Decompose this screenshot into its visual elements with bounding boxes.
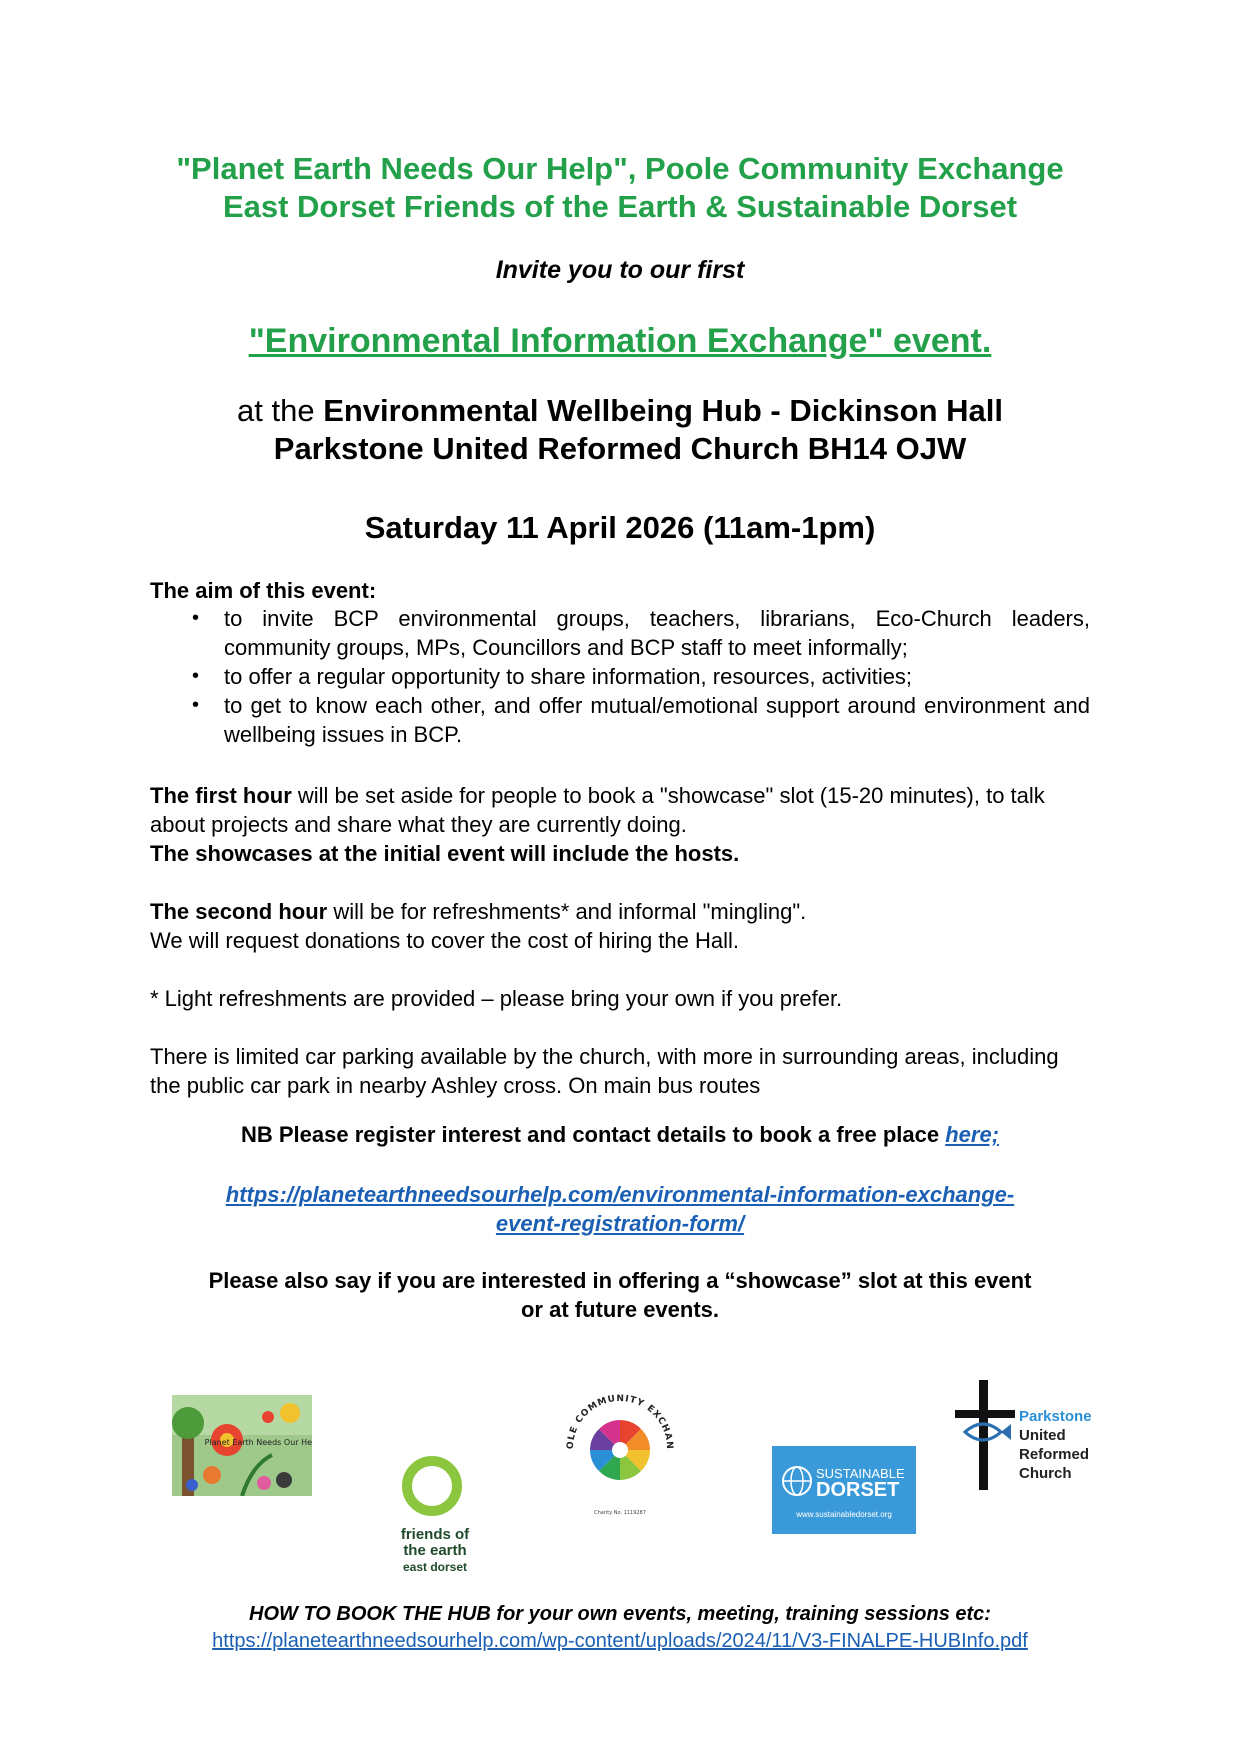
event-date: Saturday 11 April 2026 (11am-1pm) [364,510,876,545]
aim-heading: The aim of this event: [150,578,377,603]
showcase-request-line-1: Please also say if you are interested in offering a “showcase” slot at this event [208,1268,1032,1293]
first-hour-label: The first hour [150,783,292,808]
church-line-2: United [1019,1427,1066,1444]
heading-line-2: East Dorset Friends of the Earth & Sustainable Dorset [222,189,1018,224]
refreshments-note: * Light refreshments are provided – please bring your own if you prefer. [150,986,843,1011]
foe-ring-icon [380,1452,490,1522]
register-here-link[interactable]: here; [945,1122,1000,1147]
footer-title: HOW TO BOOK THE HUB for your own events, meeting, training sessions etc: [249,1603,991,1625]
hub-info-link[interactable]: https://planetearthneedsourhelp.com/wp-content/uploads/2024/11/V3-FINALPE-HUBInfo.pdf [212,1630,1028,1652]
registration-url-line-2[interactable]: event-registration-form/ [495,1211,745,1236]
register-line [0,1122,1240,1148]
second-hour-paragraph [150,897,1090,926]
second-hour-text: will be for refreshments* and informal "mingling". [327,899,807,924]
footer-url[interactable] [0,1630,1240,1653]
penoh-logo [172,1395,312,1496]
pce-arc-text: OLE COMMUNITY EXCHAN [565,1393,675,1451]
invite-text: Invite you to our first [495,256,745,284]
registration-url-line-1[interactable]: https://planetearthneedsourhelp.com/environmental-information-exchange- [225,1182,1015,1207]
donations-text: We will request donations to cover the cost of hiring the Hall. [150,928,740,953]
aim-list [150,604,1090,749]
first-hour-text: will be set aside for people to book a "showcase" slot (15-20 minutes), to talk about projects and share what they are currently doing. [150,783,1045,837]
church-text [1019,1407,1092,1483]
showcase-note: The showcases at the initial event will include the hosts. [150,841,740,866]
pce-logo [555,1380,685,1520]
foe-logo [380,1452,490,1577]
venue-line-1 [0,392,1240,430]
event-title: "Environmental Information Exchange" event. [248,322,992,360]
penoh-illustration [172,1395,312,1496]
aim-bullet-3: • to get to know each other, and offer mutual/emotional support around environment and wellbeing issues in BCP. [150,691,1090,749]
penoh-logo-text: Planet Earth Needs Our Help [204,1438,312,1447]
foe-text [380,1527,490,1575]
cross-fish-icon [955,1380,1015,1492]
pce-charity-text: Charity No. 1119287 [594,1510,646,1516]
foe-line-3: east dorset [402,1560,468,1574]
aim-bullet-2: • to offer a regular opportunity to share information, resources, activities; [150,662,1090,691]
parking-info: There is limited car parking available by the church, with more in surrounding areas, including the public car park in nearby Ashley cross. On main bus routes [150,1044,1059,1098]
sd-logo [772,1446,916,1534]
foe-line-2: the earth [403,1542,467,1559]
venue-prefix: at the [237,393,324,428]
venue-line-2: Parkstone United Reformed Church BH14 OJW [273,431,967,466]
registration-url[interactable] [0,1180,1240,1238]
church-line-4: Church [1019,1465,1072,1482]
church-line-3: Reformed [1019,1446,1090,1463]
second-hour-label: The second hour [150,899,328,924]
first-hour-paragraph [150,781,1090,839]
pce-wheel-icon [555,1380,685,1520]
aim-bullet-1: • to invite BCP environmental groups, teachers, librarians, Eco-Church leaders, community groups, MPs, Councillors and BCP staff to meet informally; [150,604,1090,662]
showcase-request [0,1266,1240,1324]
showcase-request-line-2: or at future events. [520,1297,720,1322]
globe-icon [780,1464,814,1498]
register-text: NB Please register interest and contact details to book a free place [240,1122,946,1147]
sd-line-2: DORSET [816,1479,900,1501]
venue-hall: Environmental Wellbeing Hub - Dickinson Hall [323,393,1003,428]
foe-line-1: friends of [400,1526,470,1543]
sd-line-1: SUSTAINABLE [816,1466,905,1481]
church-line-1: Parkstone [1019,1408,1092,1425]
heading-line-1: "Planet Earth Needs Our Help", Poole Community Exchange [176,151,1064,186]
church-logo [955,1380,1095,1495]
sd-website: www.sustainabledorset.org [796,1510,892,1519]
